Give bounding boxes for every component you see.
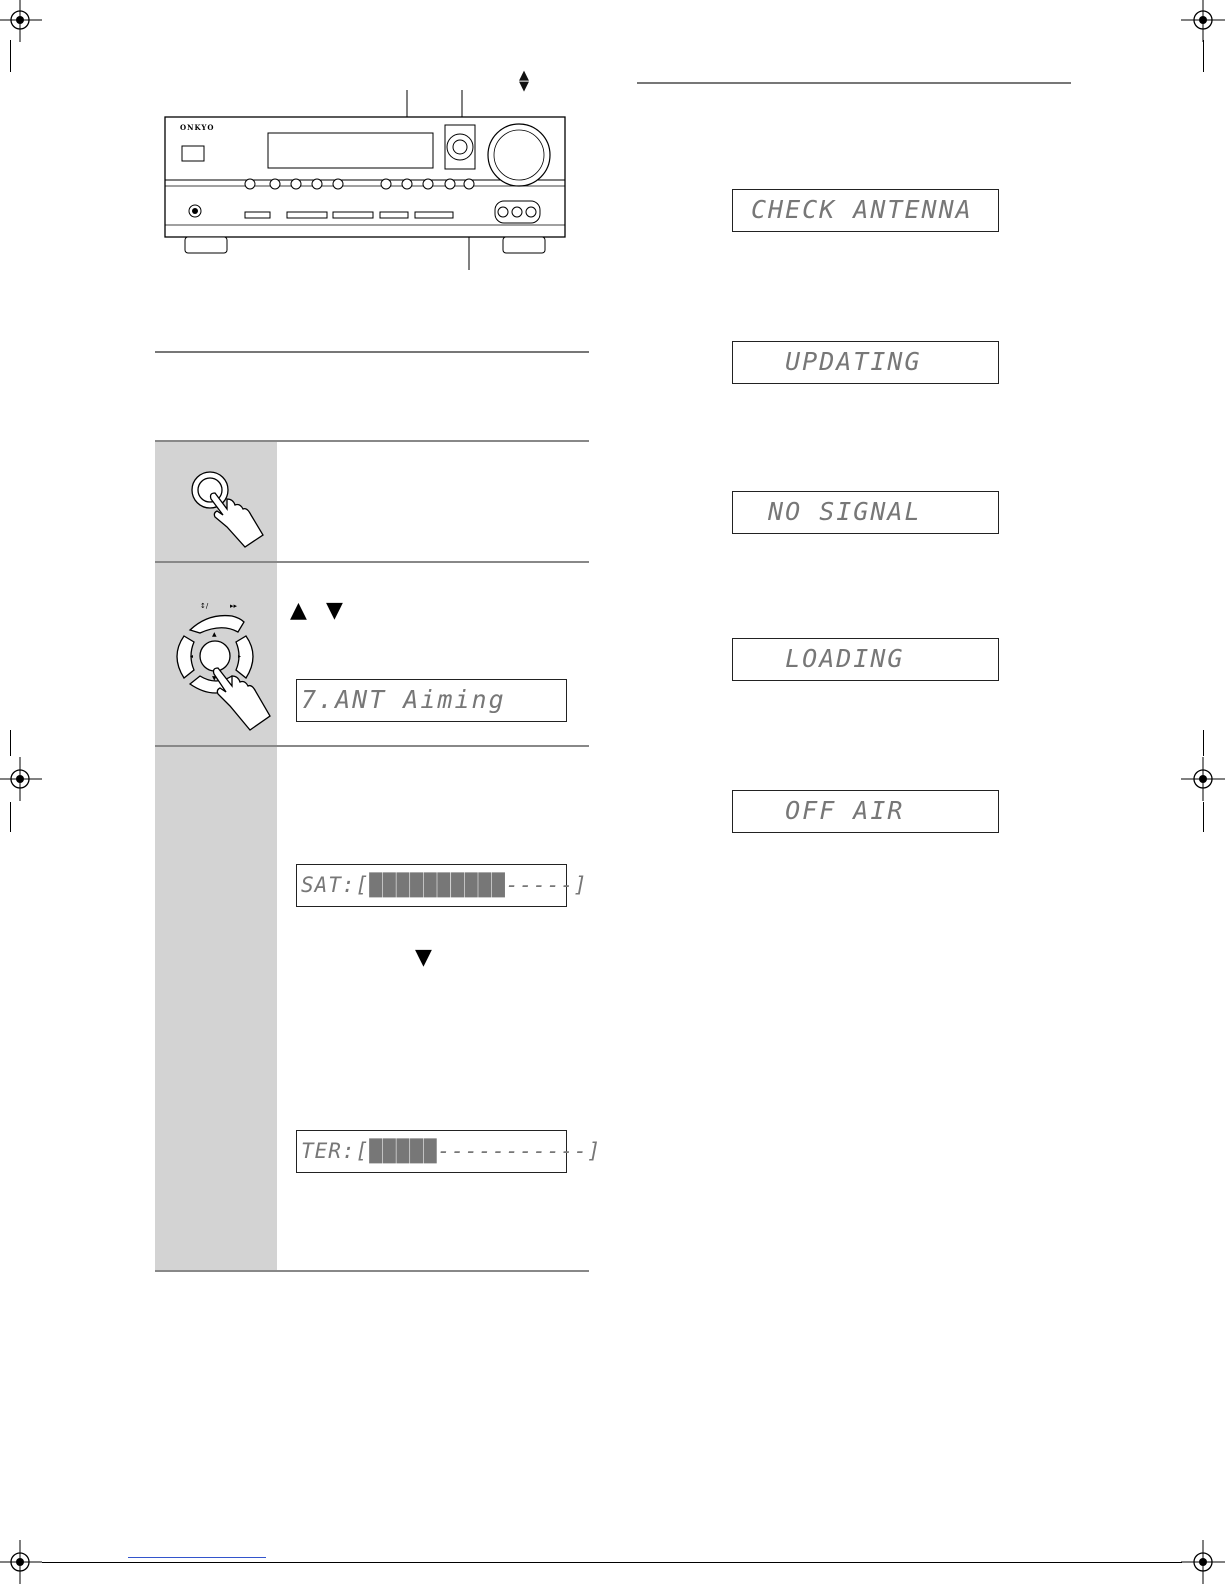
- lcd-display-status: LOADING: [732, 638, 999, 681]
- crop-line: [1203, 802, 1204, 832]
- crop-line: [10, 40, 11, 72]
- receiver-illustration: [160, 85, 580, 275]
- svg-text:▸: ▸: [238, 653, 242, 660]
- lcd-display-ant-aiming: 7.ANT Aiming: [296, 679, 567, 722]
- bottom-trim-line: [42, 1562, 1182, 1563]
- step-divider: [155, 561, 589, 563]
- registration-mark-icon: [1181, 0, 1225, 42]
- crop-line: [1203, 730, 1204, 756]
- step-icon-column: [155, 441, 277, 1271]
- registration-mark-icon: [0, 757, 42, 801]
- up-down-arrow-icon: [514, 70, 534, 92]
- svg-text:↕/: ↕/: [200, 602, 209, 610]
- lcd-display-ter-level: TER:[█████-----------]: [296, 1130, 567, 1173]
- registration-mark-icon: [1181, 1540, 1225, 1584]
- crop-line: [10, 730, 11, 756]
- up-arrow-icon: ▲: [519, 68, 529, 83]
- down-arrow-icon: ▼: [519, 79, 529, 94]
- lcd-display-status: OFF AIR: [732, 790, 999, 833]
- section-rule: [155, 351, 589, 353]
- bottom-link-line: [128, 1557, 266, 1558]
- up-arrow-icon: ▲: [290, 598, 307, 623]
- crop-line: [1203, 40, 1204, 72]
- registration-mark-icon: [0, 0, 42, 42]
- step-divider: [155, 1270, 589, 1272]
- down-arrow-icon: ▼: [415, 945, 432, 970]
- lcd-display-sat-level: SAT:[██████████-----]: [296, 864, 567, 907]
- lcd-display-status: CHECK ANTENNA: [732, 189, 999, 232]
- push-button-icon: [185, 465, 270, 550]
- registration-mark-icon: [1181, 757, 1225, 801]
- svg-text:▸▸: ▸▸: [230, 602, 238, 610]
- step-divider: [155, 745, 589, 747]
- svg-text:◂: ◂: [190, 653, 194, 660]
- navigation-pad-icon: [160, 598, 278, 743]
- lcd-display-status: UPDATING: [732, 341, 999, 384]
- registration-mark-icon: [0, 1540, 42, 1584]
- lcd-display-status: NO SIGNAL: [732, 491, 999, 534]
- step-divider: [155, 440, 589, 442]
- crop-line: [10, 802, 11, 832]
- svg-text:▲: ▲: [212, 631, 217, 638]
- down-arrow-icon: ▼: [326, 598, 343, 623]
- svg-text:▼: ▼: [212, 675, 217, 682]
- brand-label: ONKYO: [180, 123, 215, 132]
- right-column-rule: [637, 82, 1071, 84]
